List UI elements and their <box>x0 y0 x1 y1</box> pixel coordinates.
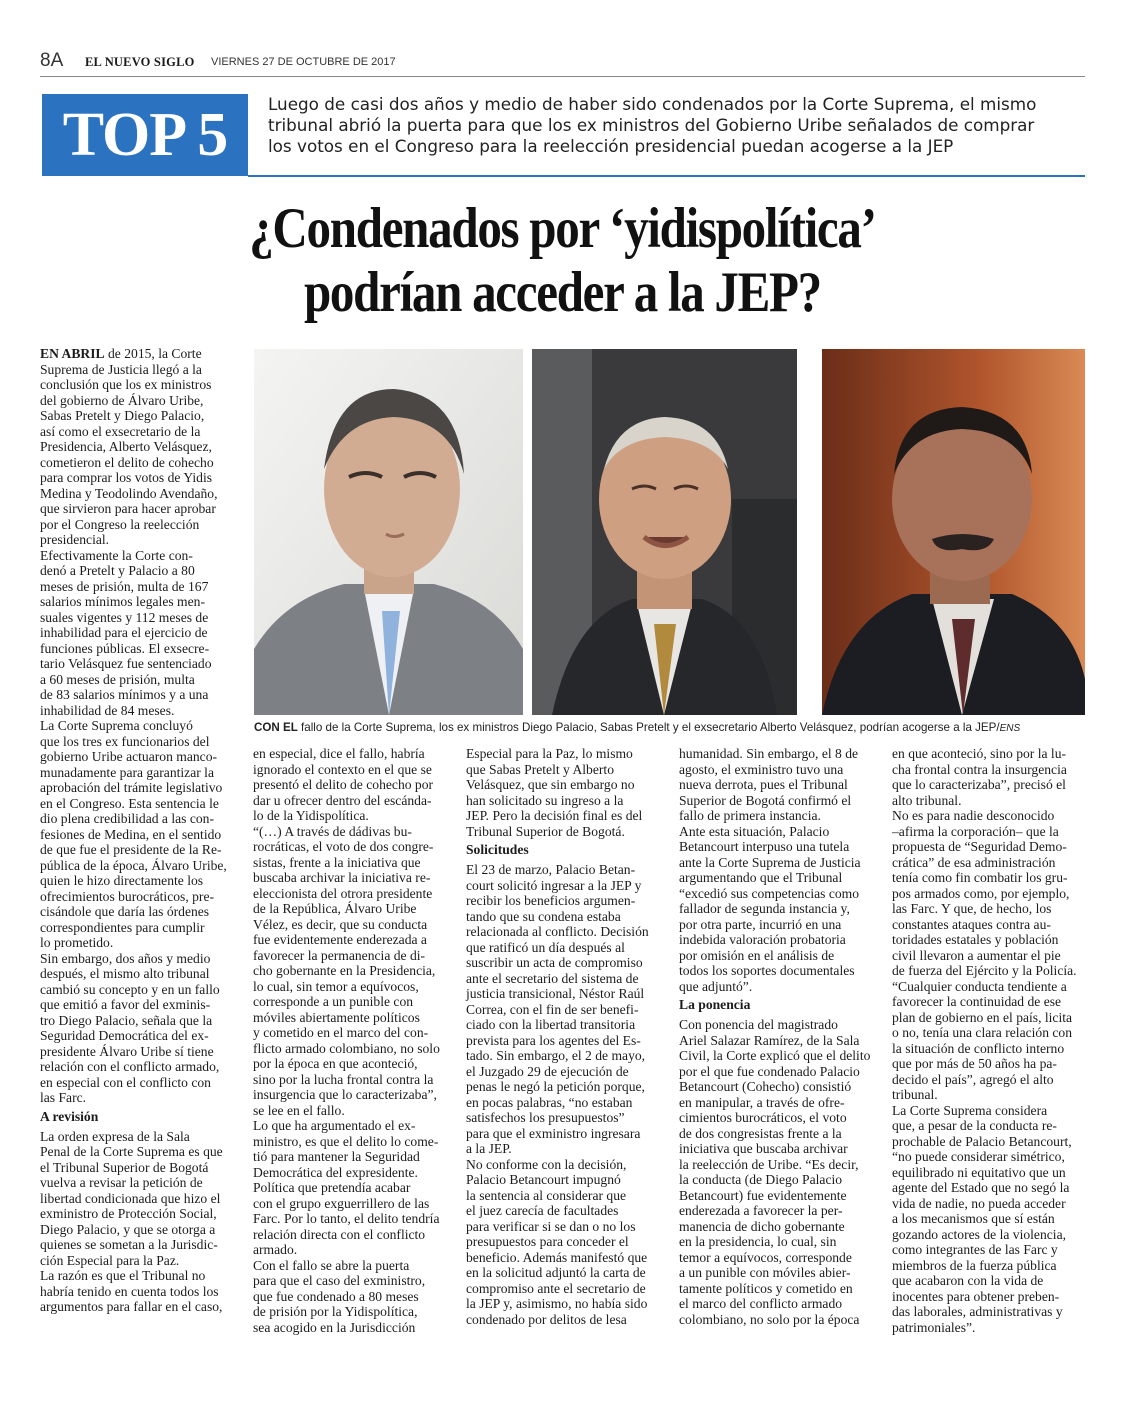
article-line: para que el exministro ingresara <box>466 1125 641 1141</box>
article-line: las Farc. <box>40 1090 87 1105</box>
article-line: sino por la lucha frontal contra la <box>253 1071 434 1087</box>
article-line: El 23 de marzo, Palacio Betan- <box>466 862 636 877</box>
article-line: por otra parte, incurrió en una <box>679 916 842 932</box>
article-line: suscribir un acta de compromiso <box>466 955 643 970</box>
article-line: aprobación del trámite legislativo <box>40 780 223 795</box>
article-line: toridades estatales y población <box>892 932 1059 947</box>
article-line: constantes ataques contra au- <box>892 916 1051 932</box>
article-line: con el grupo exguerrillero de las <box>253 1195 430 1211</box>
portrait-image <box>254 349 523 715</box>
article-line: que sirvieron para hacer aprobar <box>40 501 216 516</box>
article-line: que acabaron con la vida de <box>892 1273 1044 1288</box>
article-line: corresponde a un punible con <box>253 994 414 1009</box>
article-line: en que aconteció, sino por la lu- <box>892 746 1067 761</box>
article-line: conclusión que los ex ministros <box>40 377 212 392</box>
article-line: Betancourt) fue evidentemente <box>679 1187 847 1203</box>
article-line: o no, tenía una clara relación con <box>892 1025 1073 1040</box>
article-line: en el Congreso. Esta sentencia le <box>40 795 219 811</box>
article-line: el juez carecía de facultades <box>466 1203 619 1218</box>
article-line: de fuerza del Ejército y la Policía. <box>892 963 1077 978</box>
article-line: por la época en que aconteció, <box>253 1056 418 1071</box>
article-line: pública de la época, Álvaro Uribe, <box>40 857 227 873</box>
article-line: eleccionista del otrora presidente <box>253 885 433 901</box>
summary-line: Luego de casi dos años y medio de haber sido condenados por la Corte Suprema, el mismo <box>268 94 1037 114</box>
article-lead-rest: de 2015, la Corte <box>104 346 202 361</box>
article-line: inhabilidad de 84 meses. <box>40 702 175 718</box>
headline <box>79 197 1046 325</box>
article-line: presidente Álvaro Uribe sí tiene <box>40 1043 214 1059</box>
article-line: tamente políticos y cometido en <box>679 1280 853 1296</box>
article-line: manencia de dicho gobernante <box>679 1218 845 1234</box>
summary-line: los votos en el Congreso para la reelección presidencial puedan acogerse a la JEP <box>268 136 954 156</box>
article-line: La razón es que el Tribunal no <box>40 1268 206 1283</box>
article-line: de la República, Álvaro Uribe <box>253 901 417 916</box>
article-line: court solicitó ingresar a la JEP y <box>466 877 642 893</box>
article-line: cimientos burocráticos, el voto <box>679 1110 847 1125</box>
article-line: Democrática del expresidente. <box>253 1164 418 1180</box>
article-line: y cometido en el marco del con- <box>253 1025 429 1040</box>
article-line: argumentando que el Tribunal <box>679 870 843 885</box>
article-line: la conducta (de Diego Palacio <box>679 1172 843 1187</box>
article-line: La Corte Suprema considera <box>892 1102 1048 1118</box>
issue-date: VIERNES 27 DE OCTUBRE DE 2017 <box>211 56 396 68</box>
section-subhead: La ponencia <box>679 997 751 1012</box>
article-line: recibir los beneficios argumen- <box>466 893 636 908</box>
article-line: en especial con el conflicto con <box>40 1074 211 1090</box>
article-line: agosto, el exministro tuvo una <box>679 761 844 777</box>
article-line: en pocas palabras, “no estaban <box>466 1094 633 1110</box>
article-line: agente del Estado que no segó la <box>892 1180 1070 1195</box>
article-line: quien le hizo directamente los <box>40 873 204 888</box>
article-line: favorecer la permanencia de di- <box>253 947 426 963</box>
article-line: meses de prisión, multa de 167 <box>40 578 209 594</box>
article-line <box>40 346 236 362</box>
photo-caption <box>254 721 1085 734</box>
article-line: como integrantes de las Farc y <box>892 1242 1058 1257</box>
article-line: favorecer la continuidad de ese <box>892 994 1062 1009</box>
photo-alberto-velasquez <box>822 349 1085 715</box>
article-line: dar u ofrecer dentro del escánda- <box>253 792 432 808</box>
article-column-3 <box>466 746 662 1327</box>
article-line: de dos congresistas frente a la <box>679 1125 842 1141</box>
caption-text: fallo de la Corte Suprema, los ex ministros Diego Palacio, Sabas Pretelt y el exsecretario Alberto Velásquez, podrían acogerse a la JEP/ <box>297 721 1000 734</box>
article-line: cisándole que daría las órdenes <box>40 904 210 919</box>
article-line: buscaba archivar la iniciativa re- <box>253 870 431 885</box>
article-line: cha frontal contra la insurgencia <box>892 761 1067 777</box>
article-line: que adjuntó”. <box>679 978 753 994</box>
article-line: fallo de primera instancia. <box>679 808 821 823</box>
article-line: compromiso ante el secretario de <box>466 1280 646 1296</box>
article-line: cho gobernante en la Presidencia, <box>253 963 436 978</box>
article-line: –afirma la corporación– que la <box>892 823 1059 839</box>
headline-line: podrían acceder a la JEP? <box>303 261 821 324</box>
article-line: del gobierno de Álvaro Uribe, <box>40 392 204 408</box>
article-line: tribunal. <box>892 1087 938 1102</box>
article-line: temor a equívocos, corresponde <box>679 1249 852 1265</box>
article-line: suales vigentes y 112 meses de <box>40 609 209 625</box>
article-line: que fue condenado a 80 meses <box>253 1288 419 1304</box>
article-line: que, a pesar de la conducta re- <box>892 1118 1057 1133</box>
article-line: La Corte Suprema concluyó <box>40 718 193 733</box>
article-line: todos los soportes documentales <box>679 963 855 978</box>
article-line: la reelección de Uribe. “Es decir, <box>679 1156 859 1172</box>
article-line: que por más de 50 años ha pa- <box>892 1056 1057 1071</box>
article-line: presidencial. <box>40 532 110 547</box>
article-line: de que fue el presidente de la Re- <box>40 842 222 857</box>
article-line: relacionada al conflicto. Decisión <box>466 924 649 939</box>
article-line: funciones públicas. El exsecre- <box>40 640 210 656</box>
article-line: patrimoniales”. <box>892 1319 976 1335</box>
article-line: relación directa con el conflicto <box>253 1226 426 1242</box>
article-line: por el Congreso la reelección <box>40 516 200 532</box>
article-line: tado. Sin embargo, el 2 de mayo, <box>466 1048 646 1063</box>
article-line: en la solicitud adjuntó la carta de <box>466 1265 646 1280</box>
article-line: crática” de esa administración <box>892 854 1056 870</box>
article-line: “no puede considerar simétrico, <box>892 1149 1065 1164</box>
article-summary <box>268 94 1068 157</box>
article-line: que los tres ex funcionarios del <box>40 733 210 749</box>
article-line: Efectivamente la Corte con- <box>40 547 193 563</box>
article-lead: EN ABRIL <box>40 346 105 361</box>
article-line: a un punible con móviles abier- <box>679 1265 851 1280</box>
article-line: ciado con la libertad transitoria <box>466 1017 636 1032</box>
article-line: ofrecimientos burocráticos, pre- <box>40 888 215 904</box>
article-line: alto tribunal. <box>892 792 962 808</box>
article-line: dio plena credibilidad a las con- <box>40 811 215 826</box>
article-line: la JEP y, asimismo, no había sido <box>466 1296 648 1311</box>
article-line: sea acogido en la Jurisdicción <box>253 1319 416 1335</box>
article-line: después, el mismo alto tribunal <box>40 966 210 981</box>
article-line: sistas, frente a la iniciativa que <box>253 854 421 870</box>
article-line: el Tribunal Superior de Bogotá <box>40 1159 209 1175</box>
article-line: Medina y Teodolindo Avendaño, <box>40 485 218 501</box>
caption-lead: CON EL <box>254 721 298 734</box>
article-line: que Sabas Pretelt y Alberto <box>466 761 614 777</box>
article-line: indebida valoración probatoria <box>679 932 846 947</box>
article-line: presupuestos para conceder el <box>466 1234 629 1249</box>
article-line: “excedió sus competencias como <box>679 885 860 901</box>
article-line: rocráticas, el voto de dos congre- <box>253 839 434 854</box>
article-line: colombiano, no solo por la época <box>679 1311 860 1327</box>
article-column-1 <box>40 346 236 1315</box>
article-line: relación con el conflicto armado, <box>40 1059 220 1074</box>
summary-line: tribunal abrió la puerta para que los ex ministros del Gobierno Uribe señalados de comprar <box>268 115 1035 135</box>
article-line: civil llevaron a aumentar el pie <box>892 947 1061 963</box>
article-line: equilibrado ni equitativo que un <box>892 1164 1066 1180</box>
article-line: para verificar si se dan o no los <box>466 1218 636 1234</box>
article-line: el Juzgado 29 de ejecución de <box>466 1063 629 1079</box>
article-line: decido el país”, agregó el alto <box>892 1071 1054 1087</box>
article-line: Seguridad Democrática del ex- <box>40 1028 209 1043</box>
article-line: libertad condicionada que hizo el <box>40 1190 221 1206</box>
article-line: Farc. Por lo tanto, el delito tendría <box>253 1211 440 1226</box>
article-line: Política que pretendía acabar <box>253 1180 411 1195</box>
article-line: prevista para los agentes del Es- <box>466 1032 641 1048</box>
page-number: 8A <box>40 50 64 71</box>
article-line: Civil, la Corte explicó que el delito <box>679 1048 871 1063</box>
article-line: Penal de la Corte Suprema es que <box>40 1144 223 1159</box>
article-column-4 <box>679 746 875 1327</box>
article-line: tario Velásquez fue sentenciado <box>40 656 212 671</box>
article-line: las Farc. Y que, de hecho, los <box>892 901 1052 916</box>
article-line: Ante esta situación, Palacio <box>679 823 830 839</box>
article-line: Superior de Bogotá confirmó el <box>679 792 852 808</box>
article-line: exministro de Protección Social, <box>40 1206 217 1221</box>
article-line: prochable de Palacio Betancourt, <box>892 1133 1072 1149</box>
article-line: ante el secretario del sistema de <box>466 970 639 986</box>
article-line: armado. <box>253 1242 298 1257</box>
article-line: Velásquez, que sin embargo no <box>466 777 635 792</box>
article-line: móviles abiertamente políticos <box>253 1009 420 1025</box>
article-line: de prisión por la Yidispolítica, <box>253 1304 418 1319</box>
article-line: Diego Palacio, y que se otorga a <box>40 1221 216 1237</box>
article-line: a 60 meses de prisión, multa <box>40 671 195 687</box>
article-line: vuelva a revisar la petición de <box>40 1175 203 1190</box>
article-line: nueva derrota, pues el Tribunal <box>679 777 848 792</box>
article-line: Betancourt (Cohecho) consistió <box>679 1079 852 1094</box>
article-line: Ariel Salazar Ramírez, de la Sala <box>679 1032 860 1048</box>
article-line: Presidencia, Alberto Velásquez, <box>40 439 212 454</box>
article-line: lo cual, sin temor a equívocos, <box>253 978 419 994</box>
article-line: en manipular, a través de ofre- <box>679 1094 845 1110</box>
photo-diego-palacio <box>254 349 523 715</box>
article-line: que lo caracterizaba”, precisó el <box>892 777 1066 792</box>
article-line: tando que su condena estaba <box>466 908 621 924</box>
article-line: fallador de segunda instancia y, <box>679 901 850 916</box>
article-line: vida de nadie, no pueda acceder <box>892 1195 1066 1211</box>
article-column-2 <box>253 746 449 1335</box>
newspaper-name: EL NUEVO SIGLO <box>85 55 195 69</box>
article-column-5 <box>892 746 1088 1335</box>
article-line: tro Diego Palacio, señala que la <box>40 1012 213 1028</box>
article-line: ministro, es que el delito lo come- <box>253 1133 439 1149</box>
article-line: la situación de conflicto interno <box>892 1040 1065 1056</box>
article-line: en la presidencia, lo cual, sin <box>679 1234 837 1249</box>
article-line: Con el fallo se abre la puerta <box>253 1257 410 1273</box>
article-line: humanidad. Sin embargo, el 8 de <box>679 746 859 761</box>
article-line: Lo que ha argumentado el ex- <box>253 1118 416 1133</box>
article-line: salarios mínimos legales men- <box>40 594 205 609</box>
article-line: justicia transicional, Néstor Raúl <box>466 986 645 1001</box>
article-line: JEP. Pero la decisión final es del <box>466 808 643 823</box>
article-line: ignorado el contexto en el que se <box>253 761 432 777</box>
article-line: inhabilidad para el ejercicio de <box>40 625 208 640</box>
article-line: para que el caso del exministro, <box>253 1273 426 1288</box>
photo-sabas-pretelt <box>532 349 797 715</box>
section-subhead: Solicitudes <box>466 842 529 857</box>
article-line: cometieron el delito de cohecho <box>40 454 214 470</box>
article-line: quienes se sometan a la Jurisdic- <box>40 1237 218 1252</box>
article-line: cambió su concepto y en un fallo <box>40 981 220 997</box>
article-line: de 83 salarios mínimos y a una <box>40 687 209 702</box>
article-line: ción Especial para la Paz. <box>40 1252 180 1268</box>
article-line: así como el exsecretario de la <box>40 423 201 439</box>
article-line: iniciativa que buscaba archivar <box>679 1141 848 1156</box>
section-subhead: A revisión <box>40 1108 99 1124</box>
article-line: penas le negó la petición porque, <box>466 1079 645 1094</box>
article-line: Especial para la Paz, lo mismo <box>466 746 633 761</box>
article-line: se lee en el fallo. <box>253 1102 345 1118</box>
section-label: TOP 5 <box>62 101 228 169</box>
article-line: tió para mantener la Seguridad <box>253 1149 420 1164</box>
article-line: fesiones de Medina, en el sentido <box>40 826 222 842</box>
article-line: presentó el delito de cohecho por <box>253 777 434 792</box>
article-line: para comprar los votos de Yidis <box>40 470 213 485</box>
article-line: das laborales, administrativas y <box>892 1304 1063 1319</box>
article-line: fue evidentemente enderezada a <box>253 932 427 947</box>
article-line: en especial, dice el fallo, habría <box>253 746 425 761</box>
article-line: Con ponencia del magistrado <box>679 1017 838 1032</box>
article-line: miembros de la fuerza pública <box>892 1257 1057 1273</box>
article-line: Sin embargo, dos años y medio <box>40 950 211 966</box>
article-line: por el que fue condenado Palacio <box>679 1063 860 1079</box>
article-line: ante la Corte Suprema de Justicia <box>679 854 861 870</box>
article-line: No es para nadie desconocido <box>892 808 1055 823</box>
article-line: correspondientes para cumplir <box>40 919 205 935</box>
article-line: Palacio Betancourt impugnó <box>466 1172 621 1187</box>
article-line: habría tenido en cuenta todos los <box>40 1283 219 1299</box>
article-line: enderezada a favorecer la per- <box>679 1203 843 1218</box>
banner-rule <box>248 175 1085 177</box>
article-line: satisfechos los presupuestos” <box>466 1110 625 1125</box>
article-line: Sabas Pretelt y Diego Palacio, <box>40 408 205 423</box>
article-line: La orden expresa de la Sala <box>40 1128 190 1144</box>
article-line: Betancourt interpuso una tutela <box>679 839 850 854</box>
article-line: beneficio. Además manifestó que <box>466 1249 648 1265</box>
article-line: han solicitado su ingreso a la <box>466 792 624 808</box>
article-line: gobierno Uribe actuaron manco- <box>40 749 218 764</box>
article-line: munadamente para garantizar la <box>40 764 214 780</box>
article-line: insurgencia que lo caracterizaba”, <box>253 1087 437 1102</box>
folio-rule <box>40 76 1085 77</box>
article-line: inocentes para obtener preben- <box>892 1288 1060 1304</box>
article-line: pos armados como, por ejemplo, <box>892 885 1070 901</box>
article-line: que ratificó un día después al <box>466 939 625 955</box>
article-line: condenado por delitos de lesa <box>466 1311 627 1327</box>
section-badge <box>42 94 248 176</box>
portrait-image <box>532 349 797 715</box>
article-line: Vélez, es decir, que su conducta <box>253 916 428 932</box>
article-line: el marco del conflicto armado <box>679 1296 843 1311</box>
article-line: a la JEP. <box>466 1141 512 1156</box>
portrait-image <box>822 349 1085 715</box>
article-line: tenía como fin combatir los gru- <box>892 870 1068 885</box>
article-line: “(…) A través de dádivas bu- <box>253 823 412 839</box>
article-line: gozando actores de la violencia, <box>892 1226 1066 1242</box>
article-line: la sentencia al considerar que <box>466 1187 627 1203</box>
article-line: que emitió a favor del exminis- <box>40 997 211 1012</box>
article-line: Correa, con el fin de ser benefi- <box>466 1001 639 1017</box>
article-line: lo de la Yidispolítica. <box>253 808 369 823</box>
article-line: Tribunal Superior de Bogotá. <box>466 823 625 839</box>
article-line: denó a Pretelt y Palacio a 80 <box>40 563 195 578</box>
article-line: por omisión en el análisis de <box>679 947 835 963</box>
article-line: a los mecanismos que sí están <box>892 1211 1055 1226</box>
article-line: argumentos para fallar en el caso, <box>40 1299 223 1314</box>
article-line: propuesta de “Seguridad Demo- <box>892 839 1067 854</box>
caption-credit: ENS <box>999 723 1021 734</box>
article-line: No conforme con la decisión, <box>466 1156 627 1172</box>
headline-line: ¿Condenados por ‘yidispolítica’ <box>249 197 876 260</box>
article-line: Suprema de Justicia llegó a la <box>40 361 202 377</box>
article-line: plan de gobierno en el país, licita <box>892 1009 1073 1025</box>
article-line: flicto armado colombiano, no solo <box>253 1040 440 1056</box>
article-line: lo prometido. <box>40 935 114 950</box>
article-line: “Cualquier conducta tendiente a <box>892 978 1067 994</box>
folio <box>40 50 1085 76</box>
